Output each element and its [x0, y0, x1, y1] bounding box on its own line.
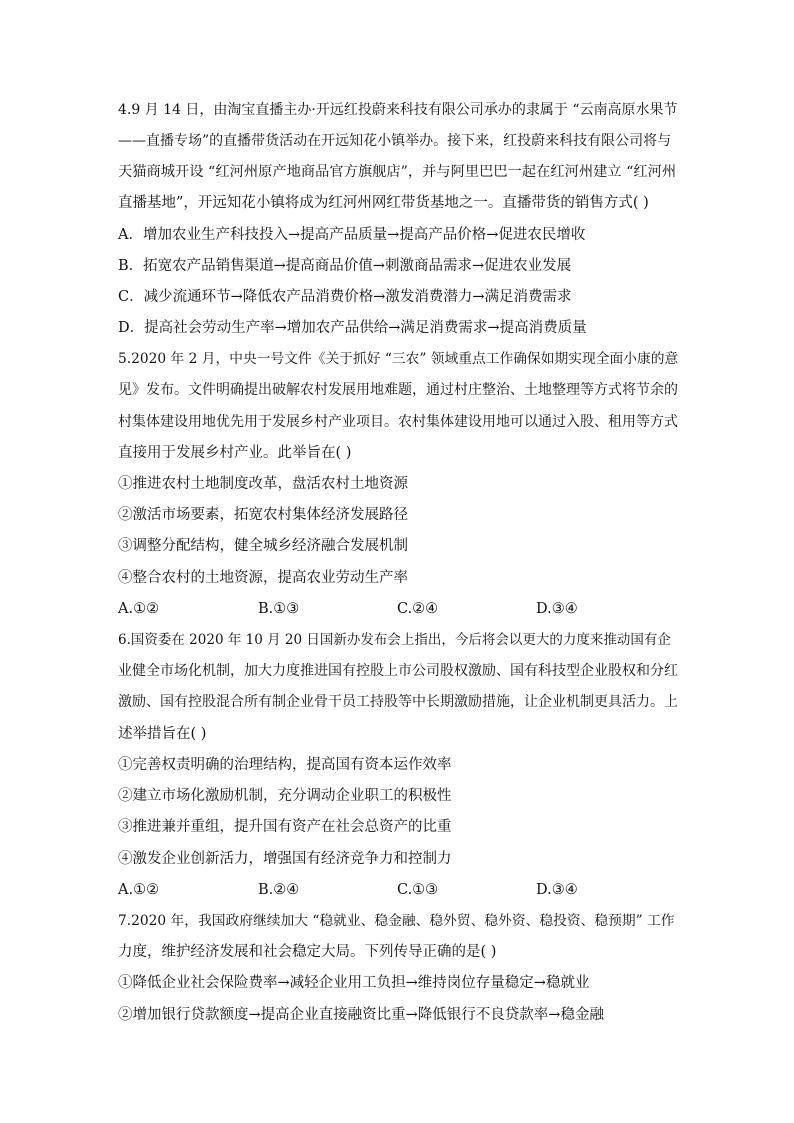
- q5-choice-a: A.①②: [118, 601, 160, 617]
- q5-item-3: ③调整分配结构，健全城乡经济融合发展机制: [118, 538, 408, 554]
- q4-option-a: A．增加农业生产科技投入→提高产品质量→提高产品价格→促进农民增收: [118, 227, 586, 243]
- q5-item-2: ②激活市场要素，拓宽农村集体经济发展路径: [118, 507, 408, 523]
- q5-stem-line-2: 见》发布。文件明确提出破解农村发展用地难题，通过村庄整治、土地整理等方式将节余的: [118, 382, 678, 398]
- q5-stem-line-4: 直接用于发展乡村产业。此举旨在( ): [118, 445, 352, 461]
- q6-choice-d: D.③④: [536, 882, 578, 898]
- q7-stem-line-1: 7.2020 年，我国政府继续加大 “稳就业、稳金融、稳外贸、稳外资、稳投资、稳预期” 工作: [118, 913, 675, 929]
- q4-stem-line-1: 4.9 月 14 日，由淘宝直播主办·开远红投蔚来科技有限公司承办的隶属于 “云南高原水果节: [118, 102, 678, 118]
- q4-stem-line-2: ——直播专场”的直播带货活动在开远知花小镇举办。接下来，红投蔚来科技有限公司将与: [118, 133, 672, 149]
- q4-option-d: D．提高社会劳动生产率→增加农产品供给→满足消费需求→提高消费质量: [118, 320, 587, 336]
- q5-choice-b: B.①③: [258, 601, 300, 617]
- q4-option-b: B．拓宽农产品销售渠道→提高商品价值→刺激商品需求→促进农业发展: [118, 258, 572, 274]
- q7-stem-line-2: 力度，维护经济发展和社会稳定大局。下列传导正确的是( ): [118, 944, 497, 960]
- q6-item-3: ③推进兼并重组，提升国有资产在社会总资产的比重: [118, 819, 452, 835]
- q6-stem-line-1: 6.国资委在 2020 年 10 月 20 日国新办发布会上指出，今后将会以更大的力度来推动国有企: [118, 632, 671, 648]
- q6-choices: [118, 880, 638, 900]
- q6-item-2: ②建立市场化激励机制，充分调动企业职工的积极性: [118, 788, 452, 804]
- q7-item-2: ②增加银行贷款额度→提高企业直接融资比重→降低银行不良贷款率→稳金融: [118, 1007, 604, 1023]
- q5-item-1: ①推进农村土地制度改革，盘活农村土地资源: [118, 476, 408, 492]
- q6-choice-c: C.①③: [397, 882, 439, 898]
- q4-stem-line-3: 天猫商城开设 “红河州原产地商品官方旗舰店”，并与阿里巴巴一起在红河州建立 “红河州: [118, 164, 677, 180]
- q6-item-1: ①完善权责明确的治理结构，提高国有资本运作效率: [118, 757, 452, 773]
- q5-choice-c: C.②④: [397, 601, 439, 617]
- q4-option-c: C．减少流通环节→降低农产品消费价格→激发消费潜力→满足消费需求: [118, 289, 572, 305]
- q6-choice-b: B.②④: [258, 882, 300, 898]
- q6-item-4: ④激发企业创新活力，增强国有经济竞争力和控制力: [118, 851, 452, 867]
- q5-stem-line-1: 5.2020 年 2 月，中央一号文件《关于抓好 “三农” 领域重点工作确保如期实现全面小康的意: [118, 351, 679, 367]
- q4-stem-line-4: 直播基地”，开远知花小镇将成为红河州网红带货基地之一。直播带货的销售方式( ): [118, 195, 649, 211]
- q6-stem-line-3: 激励、国有控股混合所有制企业骨干员工持股等中长期激励措施，让企业机制更具活力。上: [118, 694, 678, 710]
- q5-stem-line-3: 村集体建设用地优先用于发展乡村产业项目。农村集体建设用地可以通过入股、租用等方式: [118, 414, 678, 430]
- q7-item-1: ①降低企业社会保险费率→减轻企业用工负担→维持岗位存量稳定→稳就业: [118, 975, 590, 991]
- q6-stem-line-4: 述举措旨在( ): [118, 726, 207, 742]
- q6-choice-a: A.①②: [118, 882, 160, 898]
- q5-choices: [118, 599, 638, 619]
- q5-choice-d: D.③④: [536, 601, 578, 617]
- q6-stem-line-2: 业健全市场化机制，加大力度推进国有控股上市公司股权激励、国有科技型企业股权和分红: [118, 663, 678, 679]
- q5-item-4: ④整合农村的土地资源，提高农业劳动生产率: [118, 570, 408, 586]
